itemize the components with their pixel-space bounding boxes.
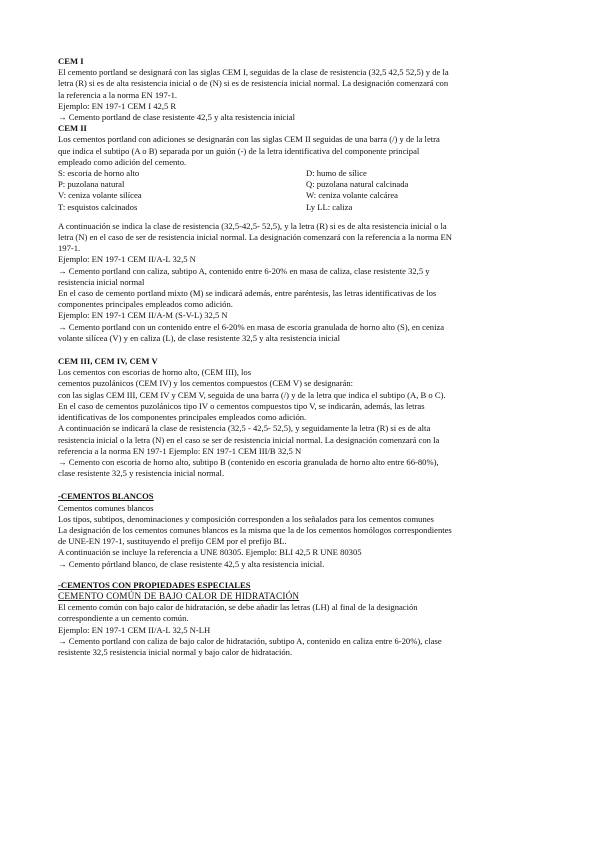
text-line: Los cementos portland con adiciones se designarán con las siglas CEM II seguidas de una barra (/) y de la letra — [58, 134, 440, 145]
text-line: identificativas de los componentes principales empleados como adición. — [58, 412, 307, 423]
text-line: → Cemento con escoria de horno alto, subtipo B (contenido en escoria granulada de horno alto entre 66-80%), — [58, 456, 439, 467]
heading-cem-i: CEM I — [58, 56, 84, 66]
text-line: clase resistente 32,5 y resistencia inicial normal. — [58, 468, 225, 479]
component-letters-list — [58, 168, 544, 213]
section-propiedades-especiales — [58, 602, 544, 658]
text-line: con las siglas CEM III, CEM IV y CEM V, seguida de una barra (/) y de la letra que indica el subtipo (A, B o C). — [58, 389, 446, 400]
text-line: → Cemento pórtland blanco, de clase resistente 42,5 y alta resistencia inicial. — [58, 558, 325, 569]
text-line: A continuación se indica la clase de resistencia (32,5-42,5- 52,5), y la letra (R) si es de alta resistencia inicial o la — [58, 220, 447, 231]
text-line: En el caso de cemento portland mixto (M) se indicará además, entre paréntesis, las letras identificativas de los — [58, 288, 437, 299]
section-cem-i — [58, 67, 544, 123]
text-line: → Cemento portland con caliza de bajo calor de hidratación, subtipo A, contenido en caliza entre 6-20%), clase — [58, 635, 442, 646]
component-item: Q: puzolana natural calcinada — [306, 179, 409, 190]
section-cem-ii — [58, 134, 544, 344]
text-line: volante silícea (V) y en caliza (L), de clase resistente 32,5 y alta resistencia inicial — [58, 332, 341, 343]
component-item: S: escoria de horno alto — [58, 168, 140, 179]
text-line: de UNE-EN 197-1, sustituyendo el prefijo CEM por el prefijo BL. — [58, 536, 287, 547]
text-line: resistencia inicial normal — [58, 276, 145, 287]
text-line: Ejemplo: EN 197-1 CEM II/A-L 32,5 N — [58, 254, 196, 265]
text-line: 197-1. — [58, 243, 81, 254]
text-line: → Cemento portland con caliza, subtipo A, contenido entre 6-20% en masa de caliza, clase resistente 32,5 y — [58, 265, 430, 276]
text-line: la referencia a la norma EN 197-1. — [58, 89, 178, 100]
heading-propiedades-especiales: -CEMENTOS CON PROPIEDADES ESPECIALES — [58, 579, 251, 590]
component-item: T: esquistos calcinados — [58, 201, 138, 212]
heading-cem-ii: CEM II — [58, 123, 87, 134]
text-line: cementos puzolánicos (CEM IV) y los cementos compuestos (CEM V) se designarán: — [58, 378, 354, 389]
text-line: Cementos comunes blancos — [58, 502, 154, 513]
component-item: D: humo de sílice — [306, 168, 367, 179]
text-line: Los cementos con escorias de horno alto, (CEM III), los — [58, 367, 252, 378]
component-item: Ly LL: caliza — [306, 201, 353, 212]
section-cementos-blancos — [58, 503, 544, 570]
text-line: La designación de los cementos comunes blancos es la misma que la de los cementos homólogos correspondientes — [58, 524, 452, 535]
text-line: El cemento portland se designará con las siglas CEM I, seguidas de la clase de resistencia (32,5 42,5 52,5) y de la — [58, 67, 449, 78]
text-line: Ejemplo: EN 197-1 CEM II/A-L 32,5 N-LH — [58, 624, 211, 635]
text-line: → Cemento portland con un contenido entre el 6-20% en masa de escoria granulada de horno alto (S), en ceniza — [58, 321, 445, 332]
text-line: A continuación se incluye la referencia a UNE 80305. Ejemplo: BLI 42,5 R UNE 80305 — [58, 547, 362, 558]
document-page — [58, 56, 544, 658]
section-cem-iii-iv-v — [58, 367, 544, 479]
text-line: correspondiente a un cemento común. — [58, 613, 189, 624]
text-line: resistente 32,5 resistencia inicial normal y bajo calor de hidratación. — [58, 646, 293, 657]
text-line: resistencia inicial o la letra (N) en el caso se ser de resistencia inicial normal. La designación comenzará con la — [58, 434, 440, 445]
text-line: referencia a la norma EN 197-1 Ejemplo: EN 197-1 CEM III/B 32,5 N — [58, 445, 302, 456]
component-item: W: ceniza volante calcárea — [306, 190, 398, 201]
text-line: letra (R) si es de alta resistencia inicial o de (N) si es de resistencia inicial normal. La designación comenzará con — [58, 78, 449, 89]
text-line: letra (N) en el caso de ser de resistencia inicial normal. La designación comenzará con la referencia a la norma EN — [58, 232, 452, 243]
text-line: componentes principales empleados como adición. — [58, 299, 233, 310]
text-line: En el caso de cementos puzolánicos tipo IV o cementos compuestos tipo V, se indicarán, además, las letras — [58, 400, 425, 411]
subheading-bajo-calor: CEMENTO COMÚN DE BAJO CALOR DE HIDRATACIÓN — [58, 590, 300, 601]
text-line: empleado como adición del cemento. — [58, 156, 187, 167]
component-item: P: puzolana natural — [58, 179, 125, 190]
heading-cementos-blancos: -CEMENTOS BLANCOS — [58, 491, 154, 502]
text-line: → Cemento portland de clase resistente 42,5 y alta resistencia inicial — [58, 112, 295, 123]
text-line: que indica el subtipo (A o B) separada por un guión (-) de la letra identificativa del componente principal — [58, 145, 420, 156]
text-line: Los tipos, subtipos, denominaciones y composición corresponden a los señalados para los cementos comunes — [58, 513, 434, 524]
component-item: V: ceniza volante silícea — [58, 190, 142, 201]
heading-cem-iii-iv-v: CEM III, CEM IV, CEM V — [58, 356, 158, 367]
text-line: Ejemplo: EN 197-1 CEM I 42,5 R — [58, 100, 177, 111]
text-line: Ejemplo: EN 197-1 CEM II/A-M (S-V-L) 32,5 N — [58, 310, 228, 321]
text-line: El cemento común con bajo calor de hidratación, se debe añadir las letras (LH) al final de la designación — [58, 602, 418, 613]
text-line: A continuación se indicará la clase de resistencia (32,5 - 42,5- 52,5), y seguidamente la letra (R) si es de alta — [58, 423, 431, 434]
